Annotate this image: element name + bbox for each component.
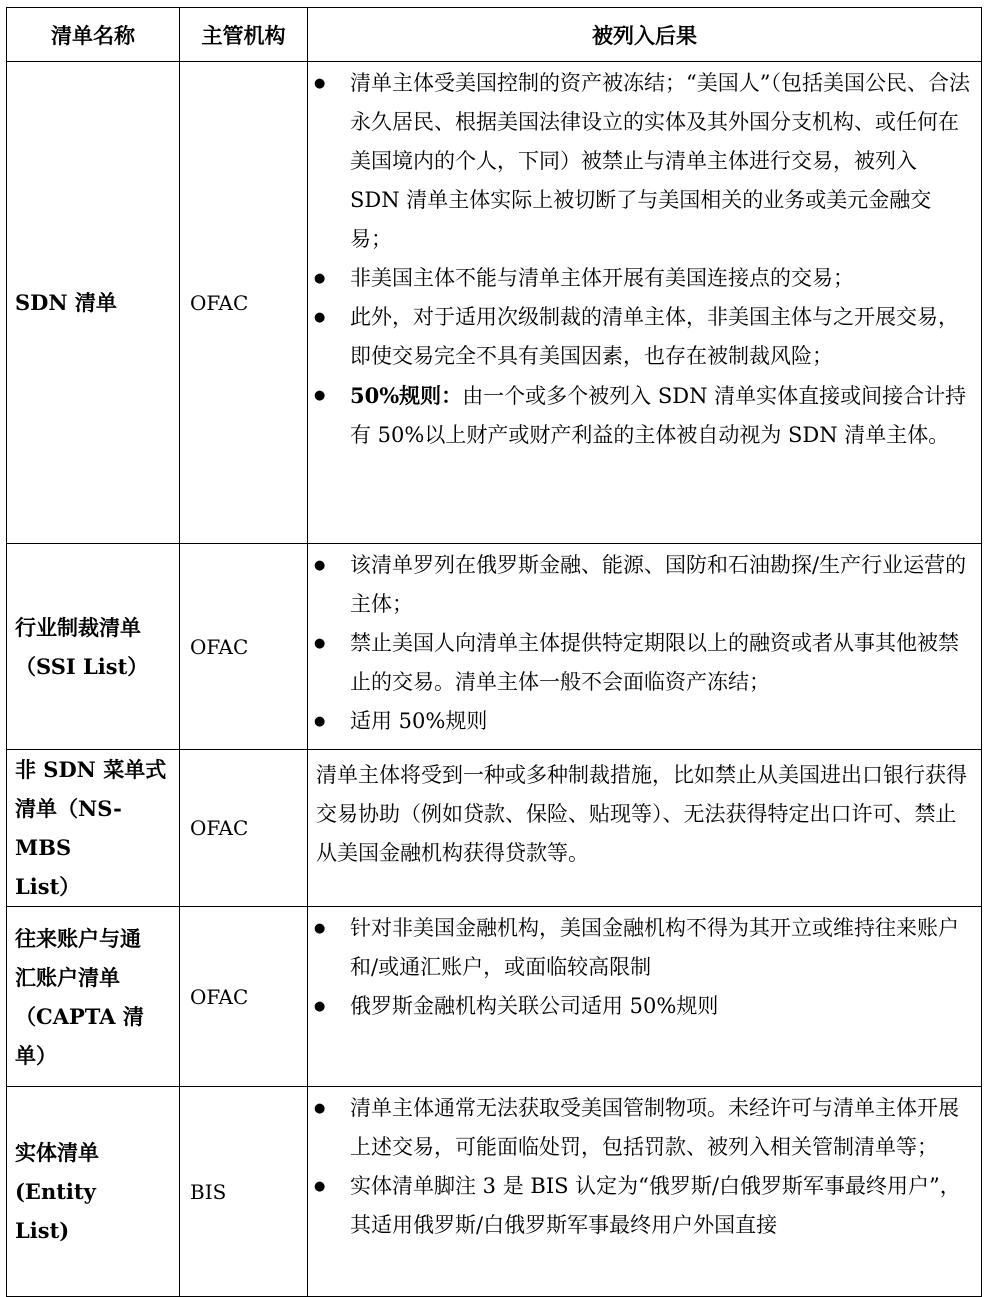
list-name-cell bbox=[7, 544, 180, 750]
list-name-line: 行业制裁清单 bbox=[15, 614, 141, 640]
table-row-ssi bbox=[7, 544, 982, 750]
list-name-line: (Entity bbox=[15, 1179, 96, 1204]
list-name-cell bbox=[7, 62, 180, 544]
agency-cell: OFAC bbox=[180, 750, 308, 907]
consequence-item: ● 该清单罗列在俄罗斯金融、能源、国防和石油勘探/生产行业运营的主体； bbox=[312, 546, 977, 624]
sanctions-list-table bbox=[6, 7, 982, 1297]
table-row-sdn bbox=[7, 62, 982, 544]
agency-cell: OFAC bbox=[180, 907, 308, 1087]
consequences-cell bbox=[308, 544, 982, 750]
list-name-line: （SSI List） bbox=[15, 653, 149, 679]
table-row-capta bbox=[7, 907, 982, 1087]
table-header-row bbox=[7, 8, 982, 62]
consequences-cell bbox=[308, 1087, 982, 1297]
consequences-cell bbox=[308, 62, 982, 544]
list-name-line: 汇账户清单 bbox=[15, 964, 120, 990]
consequence-item: ● 实体清单脚注 3 是 BIS 认定为“俄罗斯/白俄罗斯军事最终用户”，其适用俄罗斯/白俄罗斯军事最终用户外国直接 bbox=[312, 1167, 977, 1245]
header-agency: 主管机构 bbox=[180, 8, 308, 62]
list-name-line: SDN 清单 bbox=[15, 289, 117, 315]
list-name-line: List) bbox=[15, 1218, 70, 1243]
consequences-list bbox=[312, 64, 977, 455]
consequence-item: ● 清单主体通常无法获取受美国管制物项。未经许可与清单主体开展上述交易，可能面临处罚，包括罚款、被列入相关管制清单等； bbox=[312, 1089, 977, 1167]
consequence-item: ● 50%规则：由一个或多个被列入 SDN 清单实体直接或间接合计持有 50%以上财产或财产利益的主体被自动视为 SDN 清单主体。 bbox=[312, 376, 977, 455]
consequences-paragraph: 清单主体将受到一种或多种制裁措施，比如禁止从美国进出口银行获得交易协助（例如贷款、保险、贴现等）、无法获得特定出口许可、禁止从美国金融机构获得贷款等。 bbox=[308, 750, 982, 907]
list-name-line: 往来账户与通 bbox=[15, 925, 141, 951]
consequence-item: ● 俄罗斯金融机构关联公司适用 50%规则 bbox=[312, 987, 977, 1026]
agency-cell: OFAC bbox=[180, 62, 308, 544]
consequences-list bbox=[312, 1089, 977, 1245]
list-name-line: 单） bbox=[15, 1042, 57, 1068]
list-name-cell bbox=[7, 750, 180, 907]
list-name-line: 清单（NS-MBS bbox=[15, 796, 122, 860]
list-name-line: 实体清单 bbox=[15, 1140, 99, 1165]
consequences-list bbox=[312, 546, 977, 741]
consequence-item: ● 针对非美国金融机构，美国金融机构不得为其开立或维持往来账户和/或通汇账户，或面临较高限制 bbox=[312, 909, 977, 987]
consequence-item: ● 此外，对于适用次级制裁的清单主体，非美国主体与之开展交易，即使交易完全不具有美国因素，也存在被制裁风险； bbox=[312, 298, 977, 376]
consequence-item: ● 非美国主体不能与清单主体开展有美国连接点的交易； bbox=[312, 259, 977, 298]
table-row-entity-list bbox=[7, 1087, 982, 1297]
header-list-name: 清单名称 bbox=[7, 8, 180, 62]
list-name-line: List） bbox=[15, 874, 81, 899]
consequence-item: ● 适用 50%规则 bbox=[312, 702, 977, 741]
list-name-line: 非 SDN 菜单式 bbox=[15, 757, 167, 782]
table-row-ns-mbs bbox=[7, 750, 982, 907]
consequence-item: ● 清单主体受美国控制的资产被冻结；“美国人”（包括美国公民、合法永久居民、根据美国法律设立的实体及其外国分支机构、或任何在美国境内的个人，下同）被禁止与清单主体进行交易，被列入 SDN 清单主体实际上被切断了与美国相关的业务或美元金融交易； bbox=[312, 64, 977, 259]
consequences-list bbox=[312, 909, 977, 1026]
list-name-cell bbox=[7, 907, 180, 1087]
agency-cell: OFAC bbox=[180, 544, 308, 750]
rule-label: 50%规则： bbox=[350, 383, 463, 408]
agency-cell: BIS bbox=[180, 1087, 308, 1297]
list-name-cell bbox=[7, 1087, 180, 1297]
list-name-line: （CAPTA 清 bbox=[15, 1003, 144, 1029]
consequences-cell bbox=[308, 907, 982, 1087]
consequence-item: ● 禁止美国人向清单主体提供特定期限以上的融资或者从事其他被禁止的交易。清单主体一般不会面临资产冻结； bbox=[312, 624, 977, 702]
header-consequences: 被列入后果 bbox=[308, 8, 982, 62]
